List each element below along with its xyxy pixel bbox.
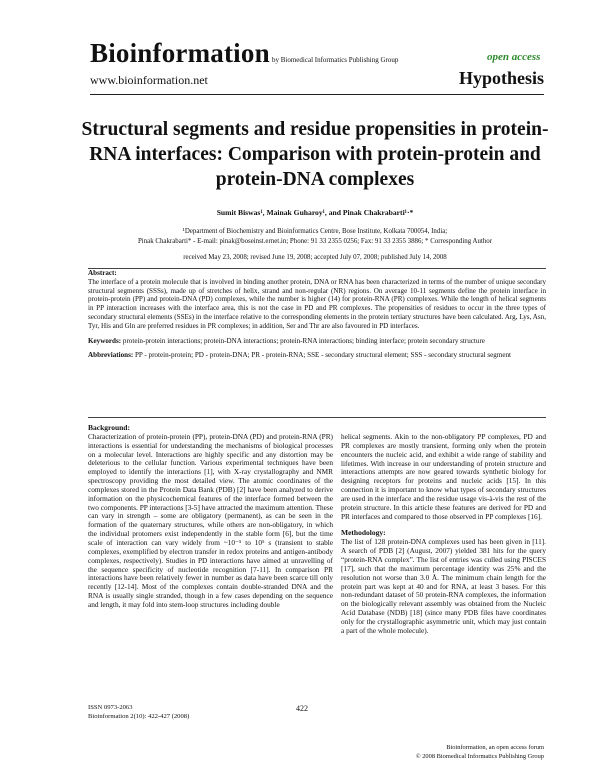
open-access-label: open access bbox=[487, 51, 541, 63]
publisher-line: by Biomedical Informatics Publishing Group bbox=[272, 56, 399, 64]
background-text: Characterization of protein-protein (PP), protein-DNA (PD) and protein-RNA (PR) interactions is essential for understanding the mechanisms of biological processes on a molecular level. Interactions are highly specific and any distortion may be deleterious to the cellular function. Various experimental techniques have been employed to identify the interactions [1], with X-ray crystallography and NMR spectroscopy providing the most detailed view. The atomic coordinates of the complexes stored in the Protein Data Bank (PDB) [2] have been analyzed to derive information on the physicochemical features of the interface formed between the two components. PP interactions [3-5] have attracted the maximum attention. These can vary in strength – some are obligatory (permanent), as can be seen in the formation of the quaternary structures, while others are non-obligatory, in which the individual protomers exist independently in the stable form [6], but the time scale of interaction can vary widely from ~10⁻⁵ to 10⁵ s (transient to stable complexes, exemplified by electron transfer in redox proteins and antigen-antibody complexes, respectively). Studies in PD interactions have aimed at unravelling of the sequence specificity of nucleotide recognition [7-11]. In comparison PR interactions have been relatively fewer in number as data have been scarce till only recently [12-14]. Most of the complexes contain double-stranded DNA and the RNA is usually single stranded, though in a few cases depending on the sequence and length, it may fold into stem-loop structures including double bbox=[88, 431, 333, 609]
abbreviations-label: Abbreviations: bbox=[88, 351, 134, 360]
abbreviations-text: PP - protein-protein; PD - protein-DNA; PR - protein-RNA; SSE - secondary structural element; SSS - secondary structural segment bbox=[134, 351, 512, 360]
abstract-label: Abstract: bbox=[88, 269, 117, 277]
journal-url[interactable]: www.bioinformation.net bbox=[90, 73, 208, 87]
background-text-continued: helical segments. Akin to the non-obligatory PP complexes, PD and PR complexes are mostly transient, forming only when the protein encounters the nucleic acid, and exhibit a wide range of stability and lifetimes. With increase in our understanding of protein structure and interactions attempts are now geared towards synthetic biology for designing receptors for proteins and nucleic acids [15]. In this connection it is important to know what types of secondary structures are used in the interface and the residue usage vis-à-vis the rest of the protein structure. In this article these features are derived for PD and PR interfaces and compared to those observed in PP complexes [16]. bbox=[341, 432, 546, 521]
page-number: 422 bbox=[296, 704, 308, 713]
article-type: Hypothesis bbox=[458, 68, 544, 88]
journal-name: Bioinformation bbox=[90, 38, 270, 68]
methodology-heading: Methodology: bbox=[341, 528, 386, 538]
contact-line: Pinak Chakrabarti* - E-mail: pinak@boseinst.ernet.in; Phone: 91 33 2355 0256; Fax: 91 33 2355 3886; * Corresponding Author bbox=[137, 238, 493, 245]
forum-line: Bioinformation, an open access forum bbox=[446, 744, 544, 751]
affiliation-block bbox=[70, 227, 560, 247]
methodology-text: The list of 128 protein-DNA complexes used has been given in [11]. A search of PDB [2] (August, 2007) yielded 381 hits for the query “protein-RNA complex”. The list of entries was culled using PISCES [17], such that the maximum percentage identity was 25% and the resolution not worse than 3.0 Å. The minimum chain length for the protein part was kept at 40 and for RNA, at least 3 bases. For this non-redundant dataset of 50 protein-RNA complexes, the information on the biologically relevant assembly was obtained from the Nucleic Acid Database (NDB) [18] (since many PDB files have coordinates only for the crystallographic asymmetric unit, which may just contain a part of the whole molecule). bbox=[341, 537, 546, 635]
article-title: Structural segments and residue propensities in protein-RNA interfaces: Comparison with protein-protein and protein-DNA complexes bbox=[81, 119, 549, 190]
footer-right bbox=[416, 744, 544, 761]
abstract-box bbox=[88, 268, 546, 418]
keywords-text: protein-protein interactions; protein-DNA interactions; protein-RNA interactions; binding interface; protein secondary structure bbox=[122, 336, 485, 345]
right-column bbox=[341, 433, 546, 636]
keywords-label: Keywords: bbox=[88, 336, 122, 345]
abstract-paragraph bbox=[88, 269, 546, 331]
author-list: Sumit Biswas¹, Mainak Guharoy¹, and Pinak Chakrabarti¹·* bbox=[216, 208, 414, 217]
left-column bbox=[88, 424, 333, 610]
abstract-text: The interface of a protein molecule that is involved in binding another protein, DNA or RNA has been characterized in terms of the number of unique secondary structural segments (SSSs), made up of stretches of helix, strand and non-regular (NR) regions. On average 10-11 segments define the protein interface in protein-protein (PP) and protein-DNA (PD) complexes, while the number is higher (14) for protein-RNA (PR) complexes. While the length of helical segments in PP interaction increases with the interface area, this is not the case in PD and PR complexes. The propensities of residues to occur in the three types of secondary structural elements (SSEs) in the interface relative to the corresponding elements in the protein tertiary structures have been calculated. Arg, Lys, Asn, Tyr, His and Gln are preferred residues in PR complexes; in addition, Ser and Thr are also favoured in PD interfaces. bbox=[88, 277, 546, 330]
footer-left bbox=[88, 704, 189, 721]
header-divider bbox=[90, 94, 544, 95]
citation: Bioinformation 2(10): 422-427 (2008) bbox=[88, 712, 190, 720]
background-heading: Background: bbox=[88, 423, 130, 432]
abbreviations-paragraph bbox=[88, 351, 546, 360]
keywords-paragraph bbox=[88, 337, 546, 346]
publication-dates: received May 23, 2008; revised June 19, 2008; accepted July 07, 2008; published July 14, 2008 bbox=[183, 254, 447, 261]
copyright-line: © 2008 Biomedical Informatics Publishing Group bbox=[415, 752, 544, 760]
affiliation-line: ¹Department of Biochemistry and Bioinformatics Centre, Bose Institute, Kolkata 700054, India; bbox=[182, 228, 448, 235]
issn: ISSN 0973-2063 bbox=[88, 704, 133, 711]
